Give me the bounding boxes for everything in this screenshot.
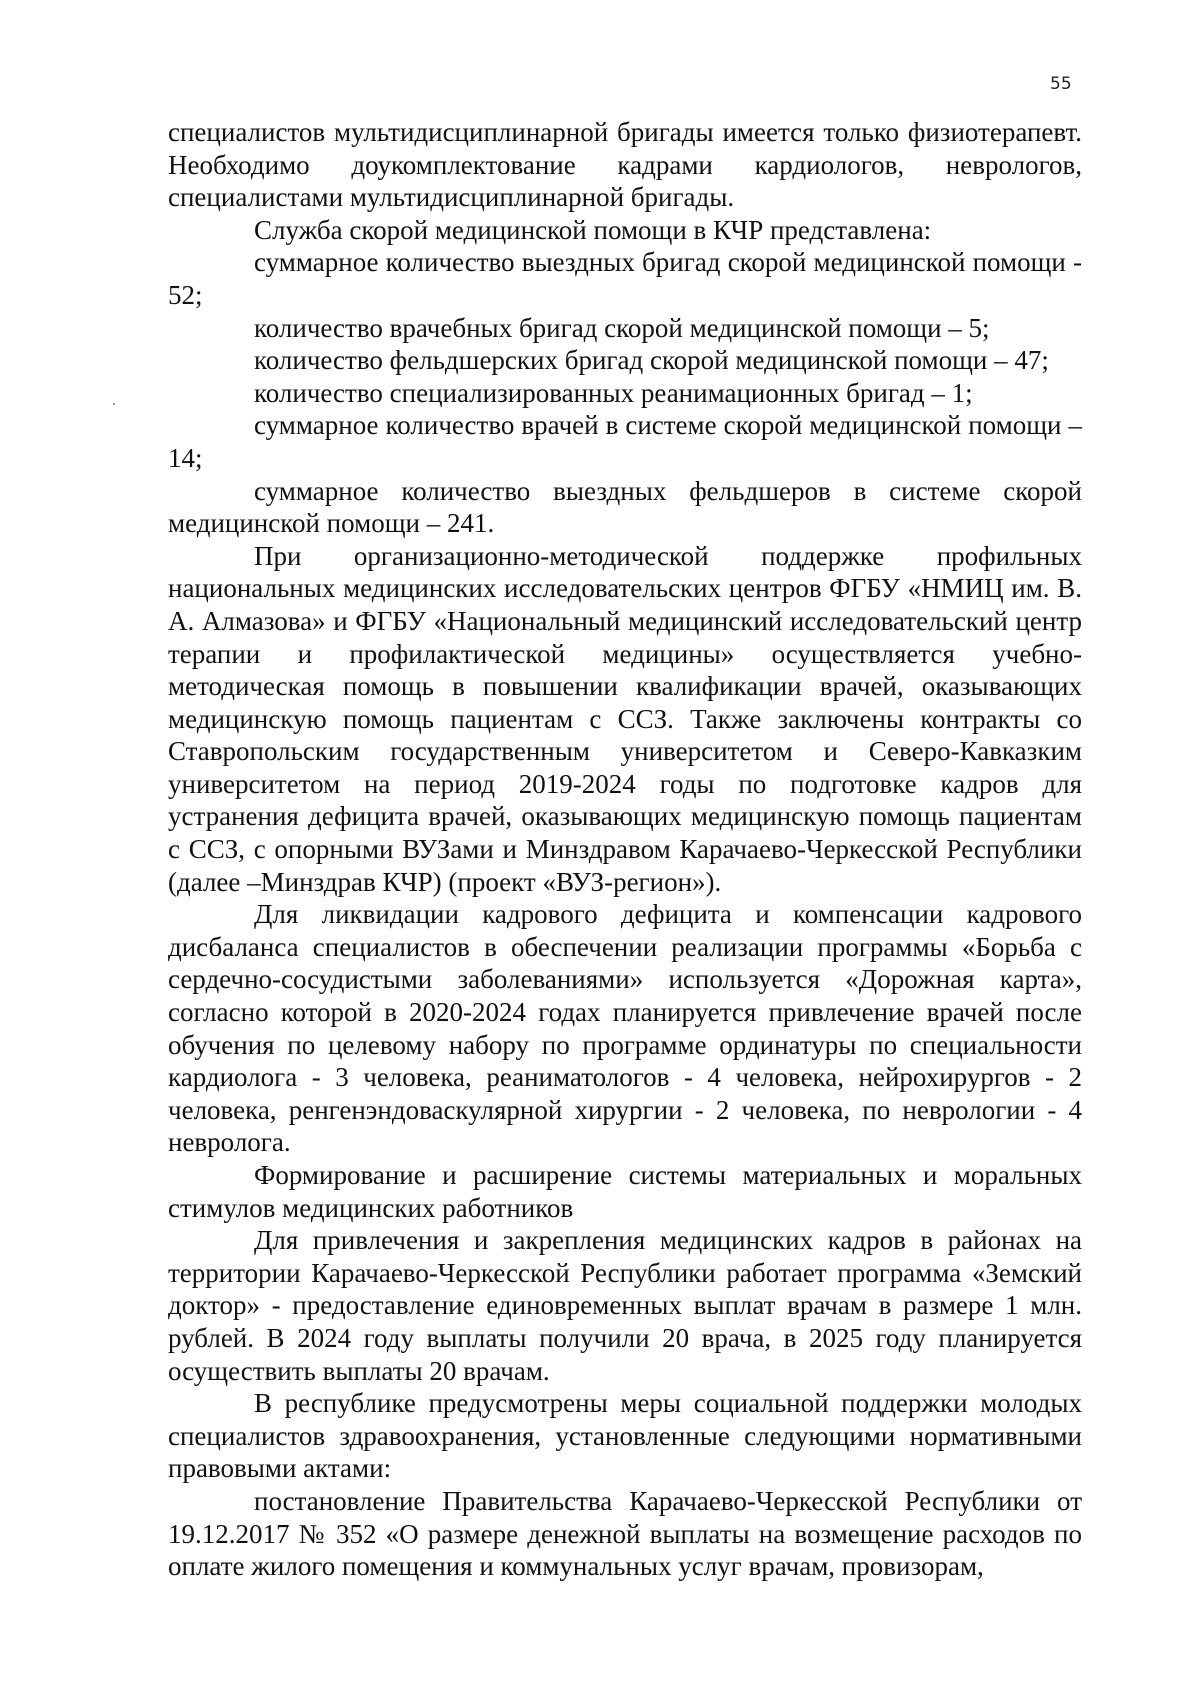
scan-artifact [113, 403, 115, 405]
paragraph-zemsky-doctor: Для привлечения и закрепления медицинских кадров в районах на территории Карачаево-Черкесской Республики работает программа «Земский доктор» - предоставление единовременных выплат врачам в размере 1 млн. рублей. В 2024 году выплаты получили 20 врача, в 2025 году планируется осуществить выплаты 20 врачам. [168, 1225, 1082, 1386]
list-item-doctor-teams: количество врачебных бригад скорой медицинской помощи – 5; [254, 312, 990, 343]
paragraph-ambulance-intro: Служба скорой медицинской помощи в КЧР представлена: [254, 214, 932, 245]
page-number: 55 [1050, 74, 1072, 94]
paragraph-social-support: В республике предусмотрены меры социальной поддержки молодых специалистов здравоохранения, установленные следующими нормативными правовыми актами: [168, 1388, 1082, 1484]
paragraph-resolution: постановление Правительства Карачаево-Черкесской Республики от 19.12.2017 № 352 «О размере денежной выплаты на возмещение расходов по оплате жилого помещения и коммунальных услуг врачам, провизорам, [168, 1485, 1082, 1582]
paragraph-methodical-support: При организационно-методической поддержке профильных национальных медицинских исследовательских центров ФГБУ «НМИЦ им. В. А. Алмазова» и ФГБУ «Национальный медицинский исследовательский центр терапии и профилактической медицины» осуществляется учебно-методическая помощь в повышении квалификации врачей, оказывающих медицинскую помощь пациентам с ССЗ. Также заключены контракты со Ставропольским государственным университетом и Северо-Кавказким университетом на период 2019-2024 годы по подготовке кадров для устранения дефицита врачей, оказывающих медицинскую помощь пациентам с ССЗ, с опорными ВУЗами и Минздравом Карачаево-Черкесской Республики (далее –Минздрав КЧР) (проект «ВУЗ-регион»). [168, 540, 1082, 897]
paragraph-continuation: специалистов мультидисциплинарной бригады имеется только физиотерапевт. Необходимо доукомплектование кадрами кардиологов, неврологов, специалистами мультидисциплинарной бригады. [168, 117, 1082, 213]
document-body [168, 116, 1082, 1583]
list-item-paramedic-teams: количество фельдшерских бригад скорой медицинской помощи – 47; [254, 345, 1049, 376]
list-item-total-paramedics: суммарное количество выездных фельдшеров в системе скорой медицинской помощи – 241. [168, 475, 1082, 539]
section-heading-incentives: Формирование и расширение системы материальных и моральных стимулов медицинских работников [168, 1160, 1082, 1223]
list-item-total-teams: суммарное количество выездных бригад скорой медицинской помощи - 52; [168, 247, 1082, 310]
paragraph-staff-deficit: Для ликвидации кадрового дефицита и компенсации кадрового дисбаланса специалистов в обеспечении реализации программы «Борьба с сердечно-сосудистыми заболеваниями» используется «Дорожная карта», согласно которой в 2020-2024 годах планируется привлечение врачей после обучения по целевому набору по программе ординатуры по специальности кардиолога - 3 человека, реаниматологов - 4 человека, нейрохирургов - 2 человека, ренгенэндоваскулярной хирургии - 2 человека, по неврологии - 4 невролога. [168, 899, 1082, 1158]
list-item-total-doctors: суммарное количество врачей в системе скорой медицинской помощи – 14; [168, 410, 1082, 473]
list-item-resuscitation-teams: количество специализированных реанимационных бригад – 1; [254, 377, 973, 408]
